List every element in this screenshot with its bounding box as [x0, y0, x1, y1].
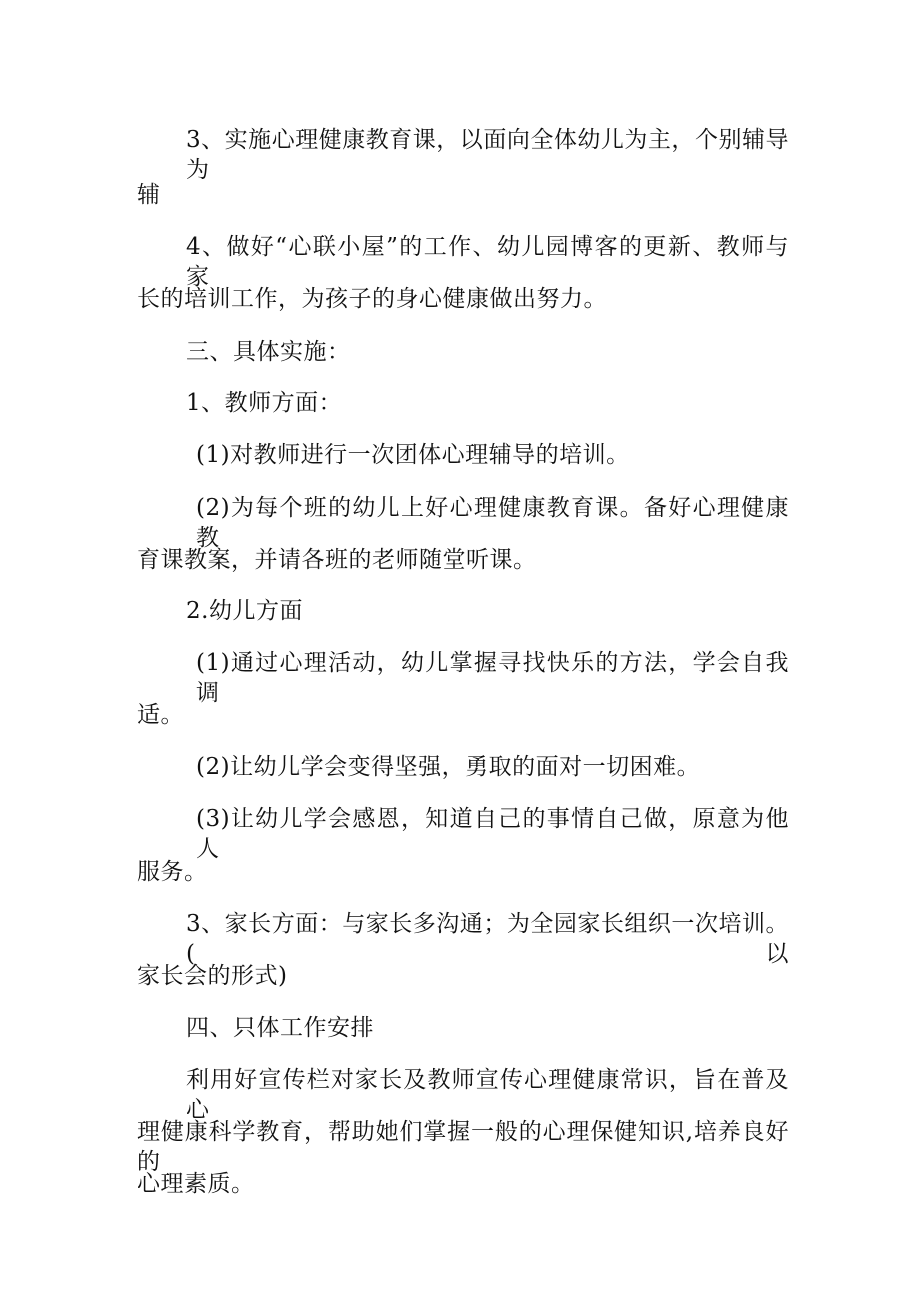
paragraph-line: 理健康科学教育，帮助她们掌握一般的心理保健知识,培养良好的	[137, 1119, 789, 1175]
paragraph-line: 育课教案，并请各班的老师随堂听课。	[137, 547, 537, 573]
section-heading: 三、具体实施：	[186, 339, 351, 365]
subsection-heading: 2.幼儿方面	[186, 598, 303, 624]
paragraph-line: 长的培训工作，为孩子的身心健康做出努力。	[137, 286, 607, 312]
paragraph-line: 利用好宣传栏对家长及教师宣传心理健康常识，旨在普及心	[186, 1067, 789, 1123]
list-item: (1)对教师进行一次团体心理辅导的培训。	[196, 442, 630, 468]
paragraph-line: 服务。	[137, 859, 208, 885]
paragraph-line: 适。	[137, 702, 184, 728]
list-item: (2)为每个班的幼儿上好心理健康教育课。备好心理健康教	[196, 495, 789, 551]
list-item: (1)通过心理活动，幼儿掌握寻找快乐的方法，学会自我调	[196, 650, 789, 706]
paragraph-line: 家长会的形式)	[137, 963, 288, 989]
paragraph-line: 心理素质。	[137, 1171, 255, 1197]
paragraph-line: 3、家长方面：与家长多沟通；为全园家长组织一次培训。(以	[186, 911, 789, 967]
subsection-heading: 1、教师方面：	[186, 390, 343, 416]
section-heading: 四、只体工作安排	[186, 1015, 374, 1041]
list-item: (2)让幼儿学会变得坚强，勇取的面对一切困难。	[196, 754, 701, 780]
paragraph-line: 4、做好“心联小屋”的工作、幼儿园博客的更新、教师与家	[186, 234, 789, 290]
list-item: (3)让幼儿学会感恩，知道自己的事情自己做，原意为他人	[196, 806, 789, 862]
paragraph-line: 3、实施心理健康教育课，以面向全体幼儿为主，个别辅导为	[186, 127, 789, 183]
paragraph-line: 辅	[137, 182, 161, 208]
